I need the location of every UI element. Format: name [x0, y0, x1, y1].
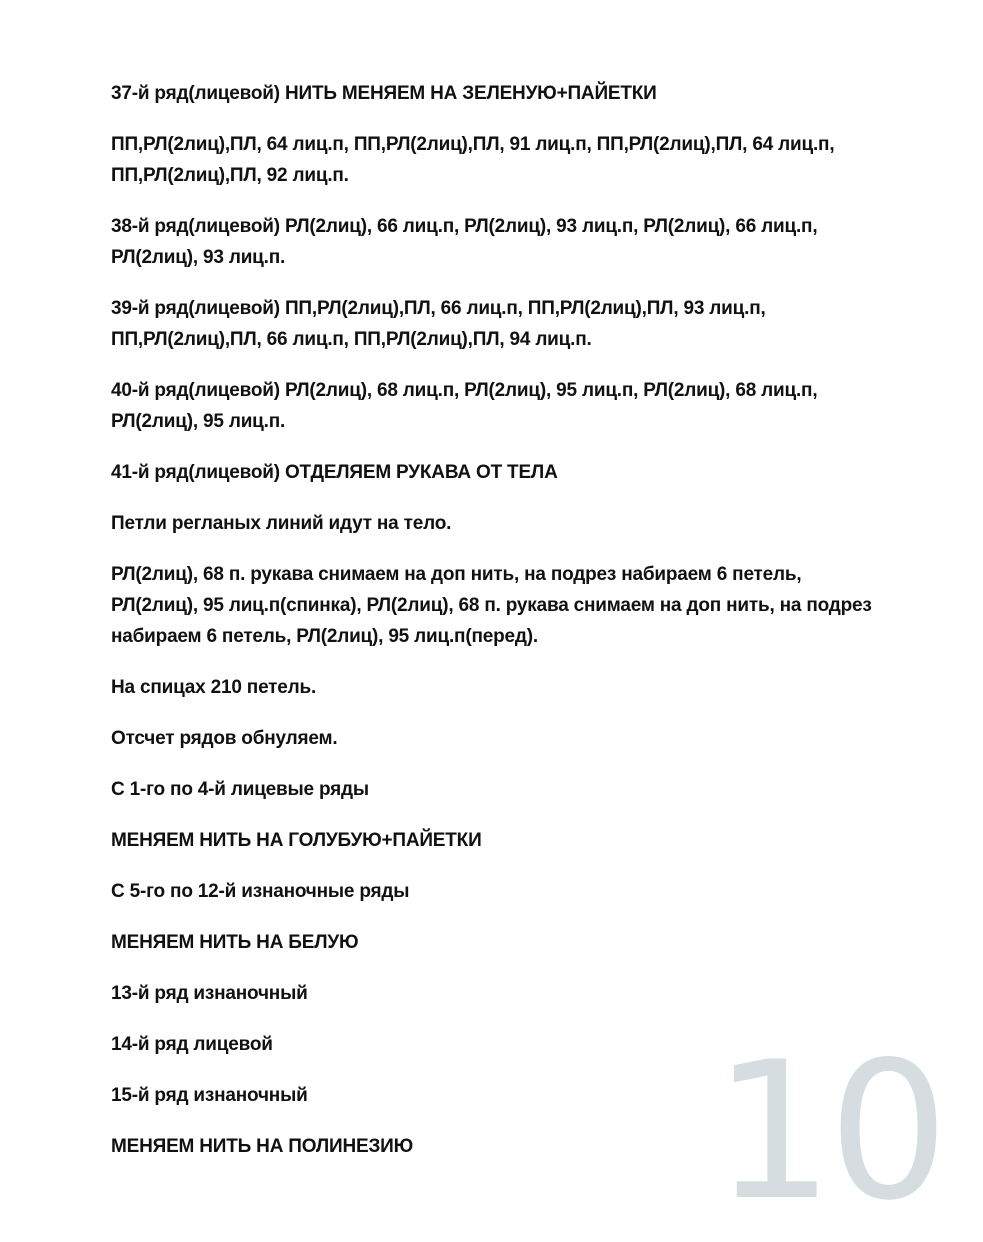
- row-41-heading: 41-й ряд(лицевой) ОТДЕЛЯЕМ РУКАВА ОТ ТЕЛА: [111, 462, 558, 483]
- row-14-note: 14-й ряд лицевой: [111, 1034, 273, 1055]
- page-number: 10: [713, 1021, 943, 1242]
- row-38-instructions: 38-й ряд(лицевой) РЛ(2лиц), 66 лиц.п, РЛ(2лиц), 93 лиц.п, РЛ(2лиц), 66 лиц.п, РЛ(2лиц), 93 лиц.п.: [111, 216, 818, 268]
- change-yarn-white-note: МЕНЯЕМ НИТЬ НА БЕЛУЮ: [111, 932, 359, 953]
- rows-5-12-note: С 5-го по 12-й изнаночные ряды: [111, 881, 410, 902]
- row-15-note: 15-й ряд изнаночный: [111, 1085, 308, 1106]
- row-39-instructions: 39-й ряд(лицевой) ПП,РЛ(2лиц),ПЛ, 66 лиц.п, ПП,РЛ(2лиц),ПЛ, 93 лиц.п, ПП,РЛ(2лиц),ПЛ, 66 лиц.п, ПП,РЛ(2лиц),ПЛ, 94 лиц.п.: [111, 298, 766, 350]
- document-body: [111, 78, 876, 1182]
- raglan-note: Петли регланых линий идут на тело.: [111, 513, 452, 534]
- change-yarn-polynesia-note: МЕНЯЕМ НИТЬ НА ПОЛИНЕЗИЮ: [111, 1136, 413, 1157]
- row-37-heading: 37-й ряд(лицевой) НИТЬ МЕНЯЕМ НА ЗЕЛЕНУЮ+ПАЙЕТКИ: [111, 83, 657, 104]
- row-13-note: 13-й ряд изнаночный: [111, 983, 308, 1004]
- change-yarn-blue-note: МЕНЯЕМ НИТЬ НА ГОЛУБУЮ+ПАЙЕТКИ: [111, 830, 482, 851]
- rows-1-4-note: С 1-го по 4-й лицевые ряды: [111, 779, 369, 800]
- row-37-instructions: ПП,РЛ(2лиц),ПЛ, 64 лиц.п, ПП,РЛ(2лиц),ПЛ, 91 лиц.п, ПП,РЛ(2лиц),ПЛ, 64 лиц.п, ПП,РЛ(2лиц),ПЛ, 92 лиц.п.: [111, 134, 835, 186]
- row-count-reset-note: Отсчет рядов обнуляем.: [111, 728, 338, 749]
- row-40-instructions: 40-й ряд(лицевой) РЛ(2лиц), 68 лиц.п, РЛ(2лиц), 95 лиц.п, РЛ(2лиц), 68 лиц.п, РЛ(2лиц), 95 лиц.п.: [111, 380, 818, 432]
- sleeve-separation-instructions: РЛ(2лиц), 68 п. рукава снимаем на доп нить, на подрез набираем 6 петель, РЛ(2лиц), 95 лиц.п(спинка), РЛ(2лиц), 68 п. рукава снимаем на доп нить, на подрез набираем 6 петель, РЛ(2лиц), 95 лиц.п(перед).: [111, 564, 872, 647]
- stitch-count-note: На спицах 210 петель.: [111, 677, 317, 698]
